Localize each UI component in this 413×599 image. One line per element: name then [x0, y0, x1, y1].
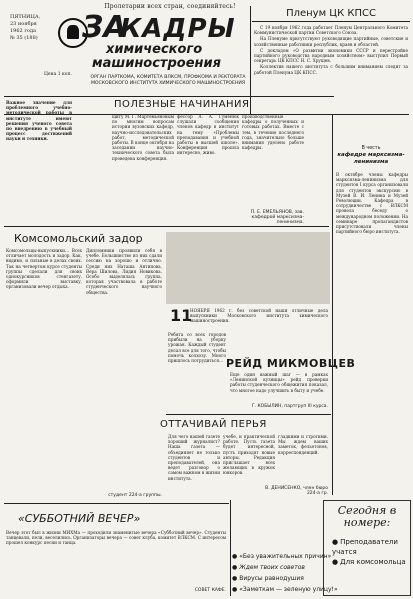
- masthead-line2: машиностроения: [92, 56, 221, 71]
- initiatives-signature: П. Е. ЕМЕЛЬЯНОВ, зав. кафедрой марксизма-ленинизма.: [250, 210, 304, 225]
- photo-intro: НОЯБРЯ 1962 г. без советской наши отличные дела выпускники Московского института химического машиностроения.: [190, 308, 328, 324]
- today-box: [323, 500, 411, 596]
- reid-signature: Г. КОБЫЛИН, партгруп III курса.: [251, 404, 328, 409]
- issue-number: № 35 (188): [10, 35, 38, 41]
- plenum-paragraph: Коллектив нашего института с большим вниманием следит за работой Пленума ЦК КПСС.: [254, 64, 408, 75]
- list-item: ● «Заметкам — зеленую улицу!»: [232, 586, 338, 593]
- initiatives-column: производственные кафедры о полученных и готовых работах. Вместе с тем, в течение последнего года, значительно больше внимания уделено работе кафедры.: [242, 114, 304, 151]
- reid-headline: РЕЙД МИКМОВЦЕВ: [226, 357, 356, 370]
- masthead-line1: химического: [106, 42, 203, 57]
- organ-line: ОРГАН ПАРТКОМА, КОМИТЕТА ВЛКСМ, ПРОФКОМА И РЕКТОРАТА МОСКОВСКОГО ИНСТИТУТА ХИМИЧЕСКОГО МАШИНОСТРОЕНИЯ: [90, 75, 246, 86]
- photo-body: Ребята со всех городов прибыли на уборку урожая. Каждый студент делал все для того, чтобы помочь колхозу. Много пришлось потрудиться…: [168, 332, 226, 364]
- subbotniy-body: Вечер этот был в жизни МИХМа — проходили знаменитые вечера «Субботний вечер». Студенты танцевали, пели, веселились. Организаторы вечера — совет клуба, комитет ВЛКСМ. С интересом прошел конкурс песни и танца.: [6, 530, 226, 546]
- komsomol-column: Комсомольцы-выпускники… Всех отличает молодость и задор. Как, видимо, и сильные в делах своих. Так на четвертом курсе студенты группы сделали для своих однокурсников стенгазету, оформили выставку, организовали вечер отдыха.: [6, 248, 82, 290]
- komsomol-column: Дипломники проявили себя в учебе. Большинство из них сдали сессию на хорошо и отлично. Среди них Наташа Антипова, Вера Шилова, Лидия Новикова. Особо выделялась группа, которая участвовала в работе студенческого научного общества.: [86, 248, 162, 295]
- masthead-za: ЗА: [82, 10, 127, 45]
- photo-date: [170, 306, 192, 325]
- ottachivay-column: Для чего нашей газете хороший журналист? Наша газета — объединяет не только студентов и преподавателей, она ведет разговор о самом важном в жизни института.: [168, 434, 220, 481]
- ottachivay-column: учебе, и практической работе. Пусть газета будет интересной, пусть приходят новые авторы. Редакция приглашает всех желающих в кружок юнкоров.: [223, 434, 275, 476]
- komsomol-signature: студент 224-а группы.: [108, 493, 162, 498]
- masthead: [58, 12, 236, 72]
- kafedra-body: В октябре члены кафедры марксизма-ленинизма для студентов I курса организовали для студентов экскурсию в Музей В. И. Ленина и Музей Революции. Кафедра в сотрудничестве с ВЛКСМ провела беседу о международном положении. На семинаре пропагандистов присутствовали члены партийного бюро института.: [336, 172, 408, 235]
- masthead-kadry: КАДРЫ: [120, 14, 236, 44]
- list-item: ● Вирусы равнодушия: [232, 575, 304, 582]
- list-item: ● Ждем твоих советов: [232, 564, 305, 571]
- divider: [4, 226, 329, 227]
- subbotniy-signature: СОВЕТ КАФЕ.: [194, 588, 226, 593]
- initiatives-column: фессор А. А. Гуменюк слушали сообщения членов кафедр в институт на тему «Проблемы преподавания и учебной работы в высшей школе». Конференция прошла интересно, живо.: [177, 114, 239, 156]
- initiatives-column: щиту М. Г. Мартемьяновым по многим вопросам истории вузовских кафедр, научно-исследовательских работ, методической работы. В конце октября на заседании научно-технического совета была проведена конференция.: [112, 114, 174, 161]
- plenum-paragraph: С докладом «О развитии экономики СССР и перестройке партийного руководства народным хозяйством» выступил Первый секретарь ЦК КПСС Н. С. Хрущев.: [254, 47, 408, 64]
- issue-date: 23 ноября: [10, 21, 37, 27]
- divider: [4, 96, 334, 97]
- ottachivay-column: гладкими и строгими. Мы ждем ваших заметок, фельетонов, корреспонденций.: [278, 434, 328, 455]
- bottom-list: [232, 551, 338, 595]
- kafedra-title-small: В честь: [361, 146, 381, 151]
- list-item: ● «Без уважительных причин»: [232, 553, 332, 560]
- kafedra-title: [336, 145, 406, 166]
- issue-info: [10, 14, 58, 42]
- ottachivay-signature: В. ДЕНИСЕНКО, член бюро 224-а гр.: [265, 486, 328, 496]
- motto: Пролетарии всех стран, соединяйтесь!: [104, 3, 236, 10]
- issue-year: 1962 года: [10, 28, 37, 34]
- ottachivay-headline: ОТТАЧИВАЙ ПЕРЬЯ: [160, 419, 267, 430]
- divider: [332, 115, 333, 495]
- price: Цена 1 коп.: [44, 72, 72, 77]
- issue-day: ПЯТНИЦА,: [10, 14, 41, 20]
- divider: [4, 503, 229, 504]
- today-title: Сегодня в номере:: [337, 504, 397, 529]
- reid-body: Еще один важный шаг — в рамках «Ленинской кузницы» рейд проверки работы студенческого общежития показал, что многое надо улучшить в быту и учебе.: [230, 372, 328, 393]
- initiatives-lead: Важное значение для проблемного учебно-методической работы в институте имеют решения ученого совета по внедрению в учебный процесс достижений науки и техники.: [6, 100, 72, 142]
- divider: [250, 6, 251, 114]
- subbotniy-headline: «СУББОТНИЙ ВЕЧЕР»: [18, 512, 141, 525]
- komsomol-headline: Комсомольский задор: [14, 232, 143, 245]
- list-item: ● Для комсомольца: [332, 558, 406, 566]
- plenum-paragraph: С 19 ноября 1962 года работает Пленум Центрального Комитета Коммунистической партии Советского Союза.: [254, 25, 408, 36]
- plenum-title: Пленум ЦК КПСС: [252, 8, 410, 22]
- plenum-paragraph: На Пленуме присутствуют руководящие партийные, советские и хозяйственные работники республик, краев и областей.: [254, 36, 408, 47]
- initiatives-headline: ПОЛЕЗНЫЕ НАЧИНАНИЯ: [114, 99, 250, 110]
- divider: [166, 414, 331, 415]
- kafedra-title-main: кафедре марксизма-ленинизма: [337, 152, 405, 165]
- divider: [230, 500, 231, 596]
- photo-date-number: 11: [170, 306, 193, 325]
- list-item: ● Преподаватели учатся: [332, 538, 398, 556]
- photo-image: [166, 232, 330, 304]
